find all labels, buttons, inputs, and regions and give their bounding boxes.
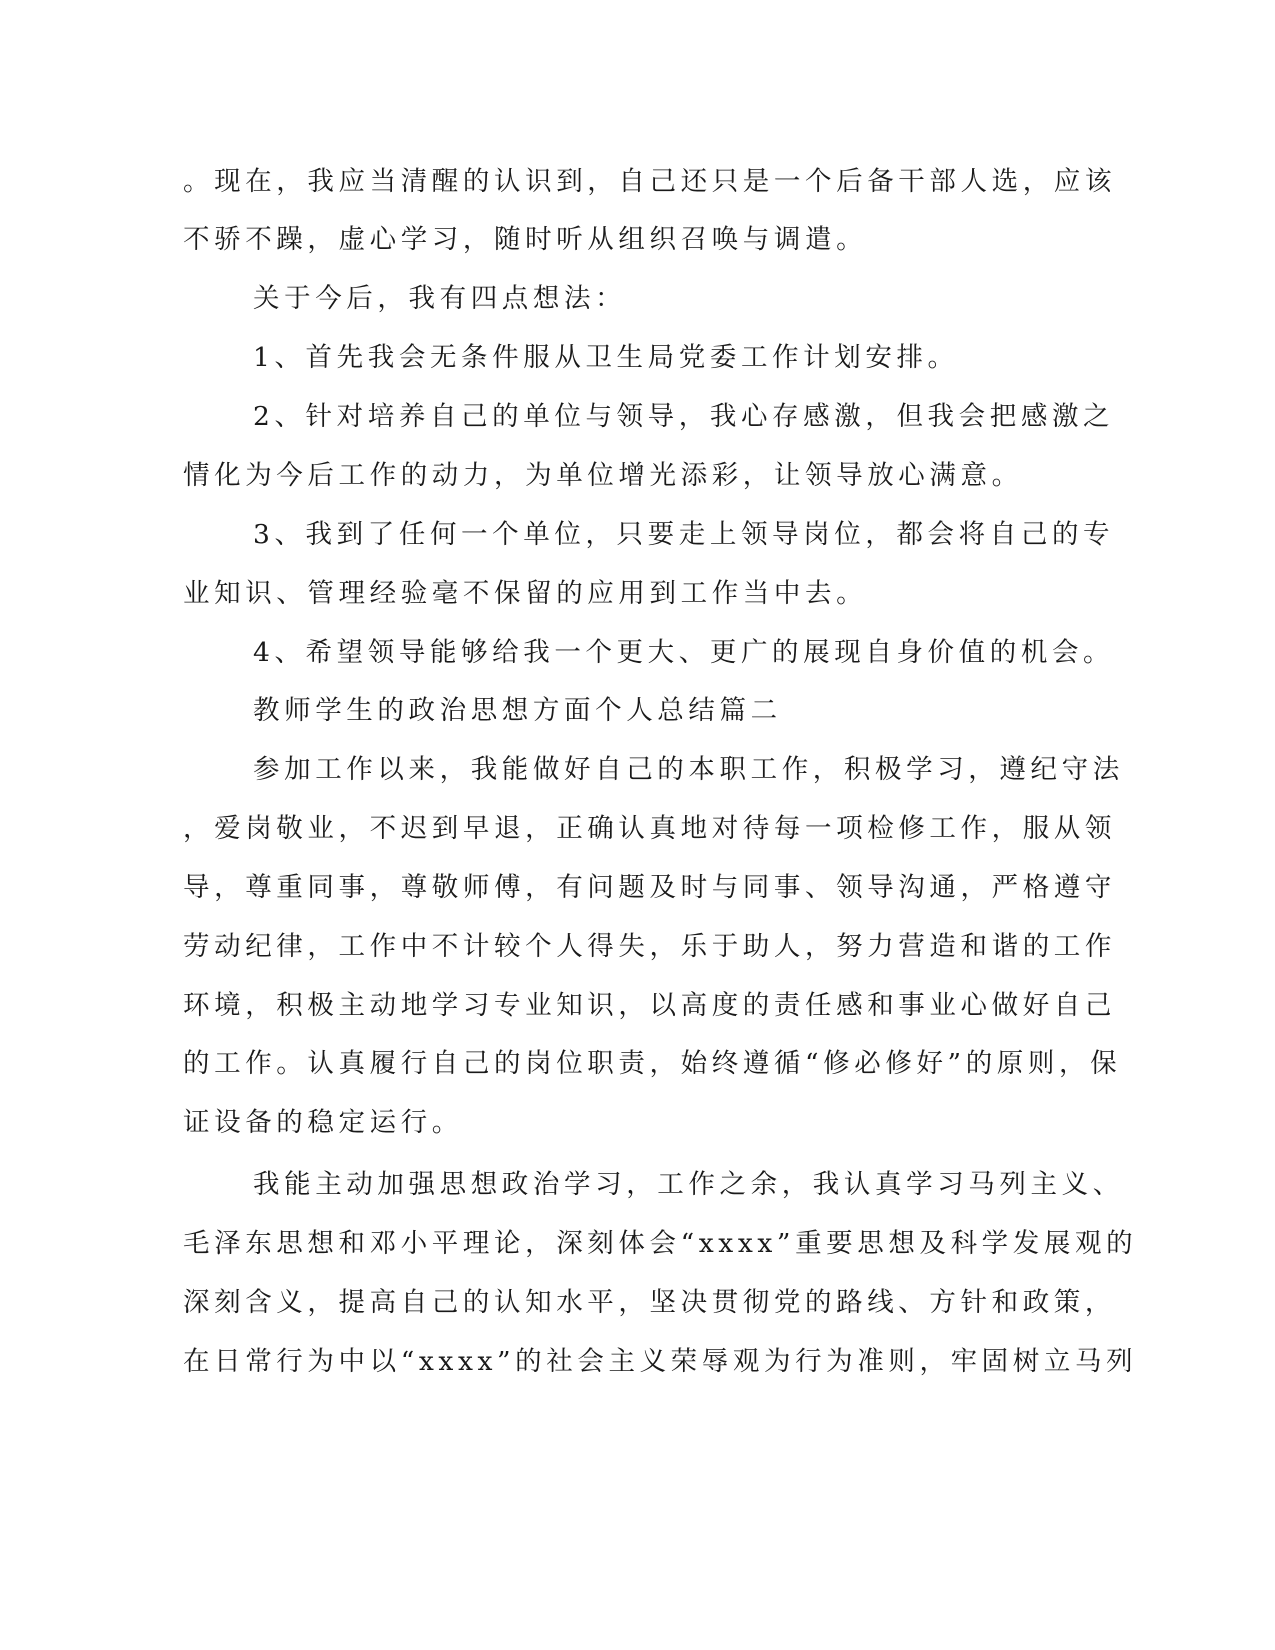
text-line: ，爱岗敬业，不迟到早退，正确认真地对待每一项检修工作，服从领 xyxy=(183,813,1116,844)
list-item: 1、首先我会无条件服从卫生局党委工作计划安排。 xyxy=(253,342,959,373)
text-line: 情化为今后工作的动力，为单位增光添彩，让领导放心满意。 xyxy=(183,460,1023,491)
section-heading: 教师学生的政治思想方面个人总结篇二 xyxy=(253,695,782,726)
text-line: 参加工作以来，我能做好自己的本职工作，积极学习，遵纪守法 xyxy=(253,754,1124,785)
text-line: 关于今后，我有四点想法： xyxy=(253,283,627,314)
text-line: 环境，积极主动地学习专业知识，以高度的责任感和事业心做好自己 xyxy=(183,990,1116,1021)
text-line: 的工作。认真履行自己的岗位职责，始终遵循“修必修好”的原则，保 xyxy=(183,1048,1122,1079)
text-line: 在日常行为中以“xxxx”的社会主义荣辱观为行为准则，牢固树立马列 xyxy=(183,1346,1138,1377)
text-line: 导，尊重同事，尊敬师傅，有问题及时与同事、领导沟通，严格遵守 xyxy=(183,872,1116,903)
text-line: 毛泽东思想和邓小平理论，深刻体会“xxxx”重要思想及科学发展观的 xyxy=(183,1228,1138,1259)
list-item: 2、针对培养自己的单位与领导，我心存感激，但我会把感激之 xyxy=(253,401,1115,432)
text-line: 。现在，我应当清醒的认识到，自己还只是一个后备干部人选，应该 xyxy=(183,166,1116,197)
list-item: 4、希望领导能够给我一个更大、更广的展现自身价值的机会。 xyxy=(253,637,1115,668)
text-line: 业知识、管理经验毫不保留的应用到工作当中去。 xyxy=(183,578,868,609)
text-line: 我能主动加强思想政治学习，工作之余，我认真学习马列主义、 xyxy=(253,1169,1124,1200)
list-item: 3、我到了任何一个单位，只要走上领导岗位，都会将自己的专 xyxy=(253,519,1115,550)
text-line: 深刻含义，提高自己的认知水平，坚决贯彻党的路线、方针和政策， xyxy=(183,1287,1116,1318)
text-line: 不骄不躁，虚心学习，随时听从组织召唤与调遣。 xyxy=(183,224,868,255)
text-line: 证设备的稳定运行。 xyxy=(183,1107,463,1138)
text-line: 劳动纪律，工作中不计较个人得失，乐于助人，努力营造和谐的工作 xyxy=(183,931,1116,962)
